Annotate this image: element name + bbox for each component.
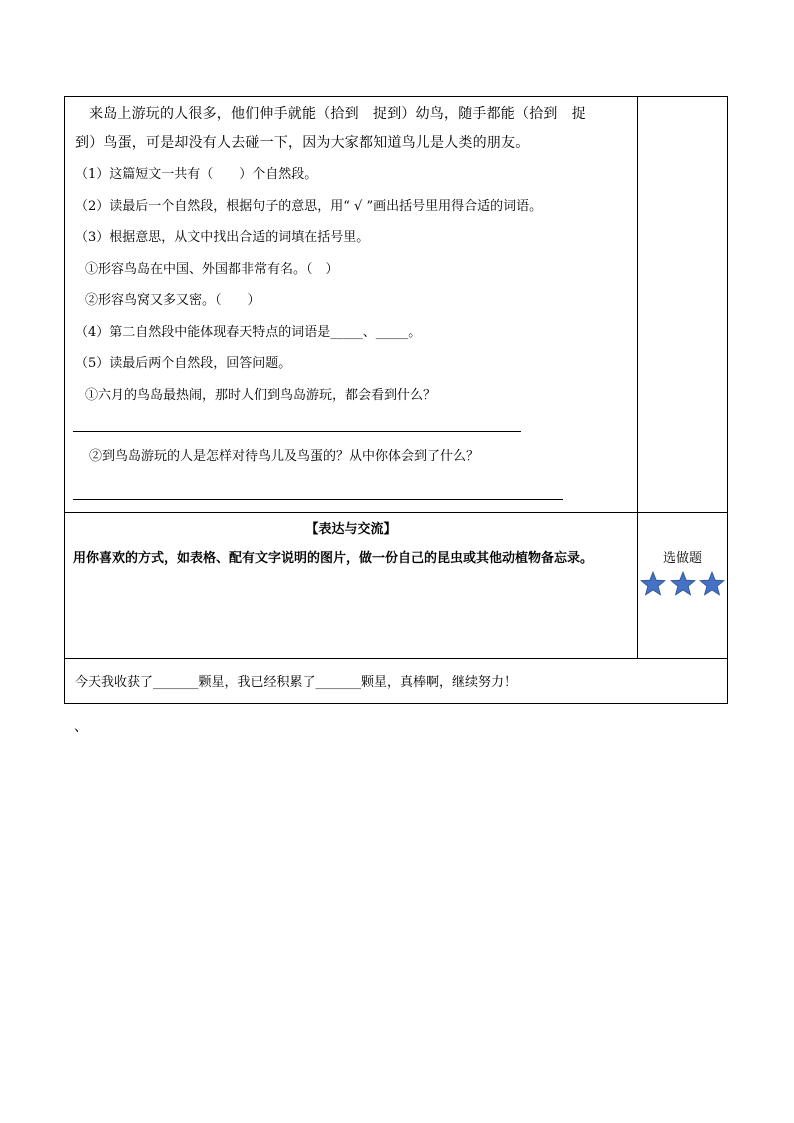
expression-cell [65,513,638,659]
stray-mark: 、 [74,719,88,735]
summary-cell [65,659,728,704]
answer-line-5a[interactable] [73,431,521,432]
question-3-a: ①形容鸟岛在中国、外国都非常有名。（ ） [85,262,339,277]
expression-row [65,513,728,659]
reading-side-cell [638,97,728,513]
star-icon [699,571,725,596]
worksheet-table [64,96,728,704]
question-5-b: ②到鸟岛游玩的人是怎样对待鸟儿及鸟蛋的？从中你体会到了什么？ [89,449,480,464]
question-3-b: ②形容鸟窝又多又密。（ ） [85,293,261,308]
optional-cell [638,513,728,659]
expression-task: 用你喜欢的方式，如表格、配有文字说明的图片，做一份自己的昆虫或其他动植物备忘录。 [73,551,594,566]
star-icon [670,571,696,596]
question-3: （3）根据意思，从文中找出合适的词填在括号里。 [75,230,370,245]
question-5: （5）读最后两个自然段，回答问题。 [75,356,292,371]
story-line-1: 来岛上游玩的人很多，他们伸手就能（拾到 捉到）幼鸟，随手都能（拾到 捉 [89,106,586,122]
question-1: （1）这篇短文一共有（ ）个自然段。 [75,167,318,182]
reading-row [65,97,728,513]
expression-heading: 【表达与交流】 [305,522,397,537]
question-4: （4）第二自然段中能体现春天特点的词语是_____、_____。 [75,325,422,340]
story-line-2: 到）鸟蛋，可是却没有人去碰一下，因为大家都知道鸟儿是人类的朋友。 [75,135,530,151]
reading-questions-cell [65,97,638,513]
question-5-a: ①六月的鸟岛最热闹，那时人们到鸟岛游玩，都会看到什么？ [85,388,437,403]
star-rating [638,571,727,600]
question-2: （2）读最后一个自然段，根据句子的意思，用“ √ ”画出括号里用得合适的词语。 [75,199,543,214]
optional-label: 选做题 [662,551,702,566]
star-icon [640,571,666,596]
answer-line-5b[interactable] [73,499,563,500]
summary-text: 今天我收获了_______颗星，我已经积累了_______颗星，真棒啊，继续努力！ [75,675,518,690]
summary-row [65,659,728,704]
